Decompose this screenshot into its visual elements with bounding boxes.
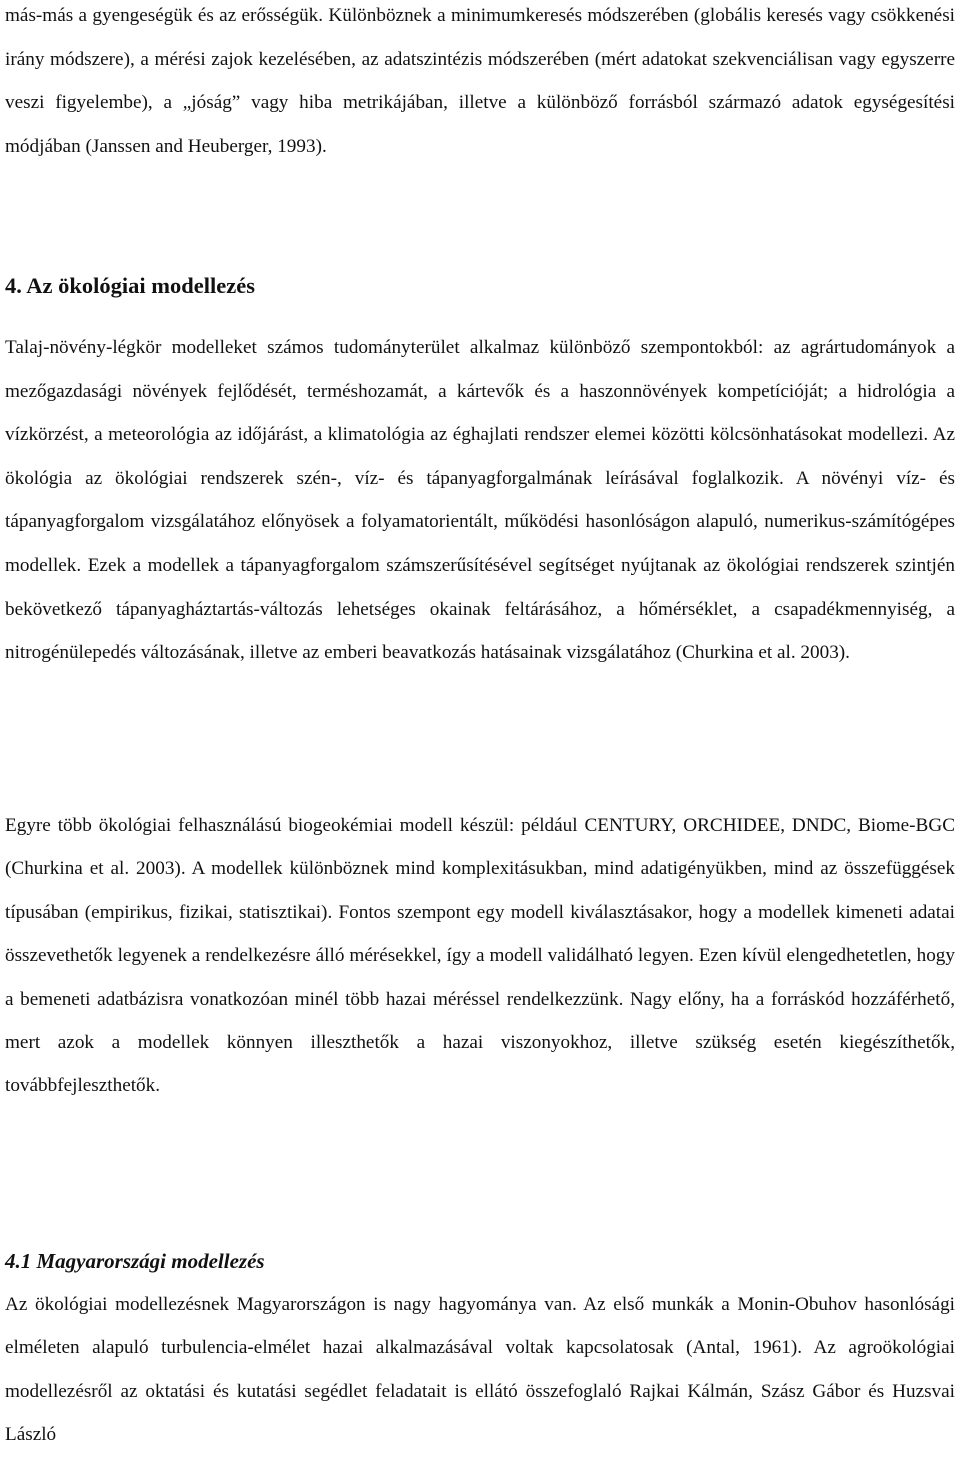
paragraph-section-4-second: Egyre több ökológiai felhasználású biogeokémiai modell készül: például CENTURY, ORCHIDEE, DNDC, Biome-BGC (Churkina et al. 2003). A modellek különböznek mind komplexitásukban, mind adatigényükben, mind az összefüggések típusában (empirikus, fizikai, statisztikai). Fontos szempont egy modell kiválasztásakor, hogy a modellek kimeneti adatai összevethetők legyenek a rendelkezésre álló mérésekkel, így a modell validálható legyen. Ezen kívül elengedhetetlen, hogy a bemeneti adatbázisra vonatkozóan minél több hazai méréssel rendelkezzünk. Nagy előny, ha a forráskód hozzáférhető, mert azok a modellek könnyen illeszthetők a hazai viszonyokhoz, illetve szükség esetén kiegészíthetők, továbbfejleszthetők.	[5, 815, 955, 1097]
section-heading: 4. Az ökológiai modellezés	[5, 273, 255, 298]
paragraph-intro-continued: más-más a gyengeségük és az erősségük. Különböznek a minimumkeresés módszerében (globális keresés vagy csökkenési irány módszere), a mérési zajok kezelésében, az adatszintézis módszerében (mért adatokat szekvenciálisan vagy egyszerre veszi figyelembe), a „jóság” vagy hiba metrikájában, illetve a különböző forrásból származó adatok egységesítési módjában (Janssen and Heuberger, 1993).	[5, 5, 955, 157]
paragraph-section-4-1-first: Az ökológiai modellezésnek Magyarországon is nagy hagyománya van. Az első munkák a Monin-Obuhov hasonlósági elméleten alapuló turbulencia-elmélet hazai alkalmazásával voltak kapcsolatosak (Antal, 1961). Az agroökológiai modellezésről az oktatási és kutatási segédlet feladatait is ellátó összefoglaló Rajkai Kálmán, Szász Gábor és Huzsvai László	[5, 1294, 955, 1446]
paragraph-section-4-first: Talaj-növény-légkör modelleket számos tudományterület alkalmaz különböző szempontokból: az agrártudományok a mezőgazdasági növények fejlődését, terméshozamát, a kártevők és a haszonnövények kompetícióját; a hidrológia a vízkörzést, a meteorológia az időjárást, a klimatológia az éghajlati rendszer elemei közötti kölcsönhatásokat modellezi. Az ökológia az ökológiai rendszerek szén-, víz- és tápanyagforgalmának leírásával foglalkozik. A növényi víz- és tápanyagforgalom vizsgálatához előnyösek a folyamatorientált, működési hasonlóságon alapuló, numerikus-számítógépes modellek. Ezek a modellek a tápanyagforgalom számszerűsítésével segítséget nyújtanak az ökológiai rendszerek szintjén bekövetkező tápanyagháztartás-változás lehetséges okainak feltárásához, a hőmérséklet, a csapadékmennyiség, a nitrogénülepedés változásának, illetve az emberi beavatkozás hatásainak vizsgálatához (Churkina et al. 2003).	[5, 337, 955, 664]
subsection-heading: 4.1 Magyarországi modellezés	[5, 1249, 265, 1273]
